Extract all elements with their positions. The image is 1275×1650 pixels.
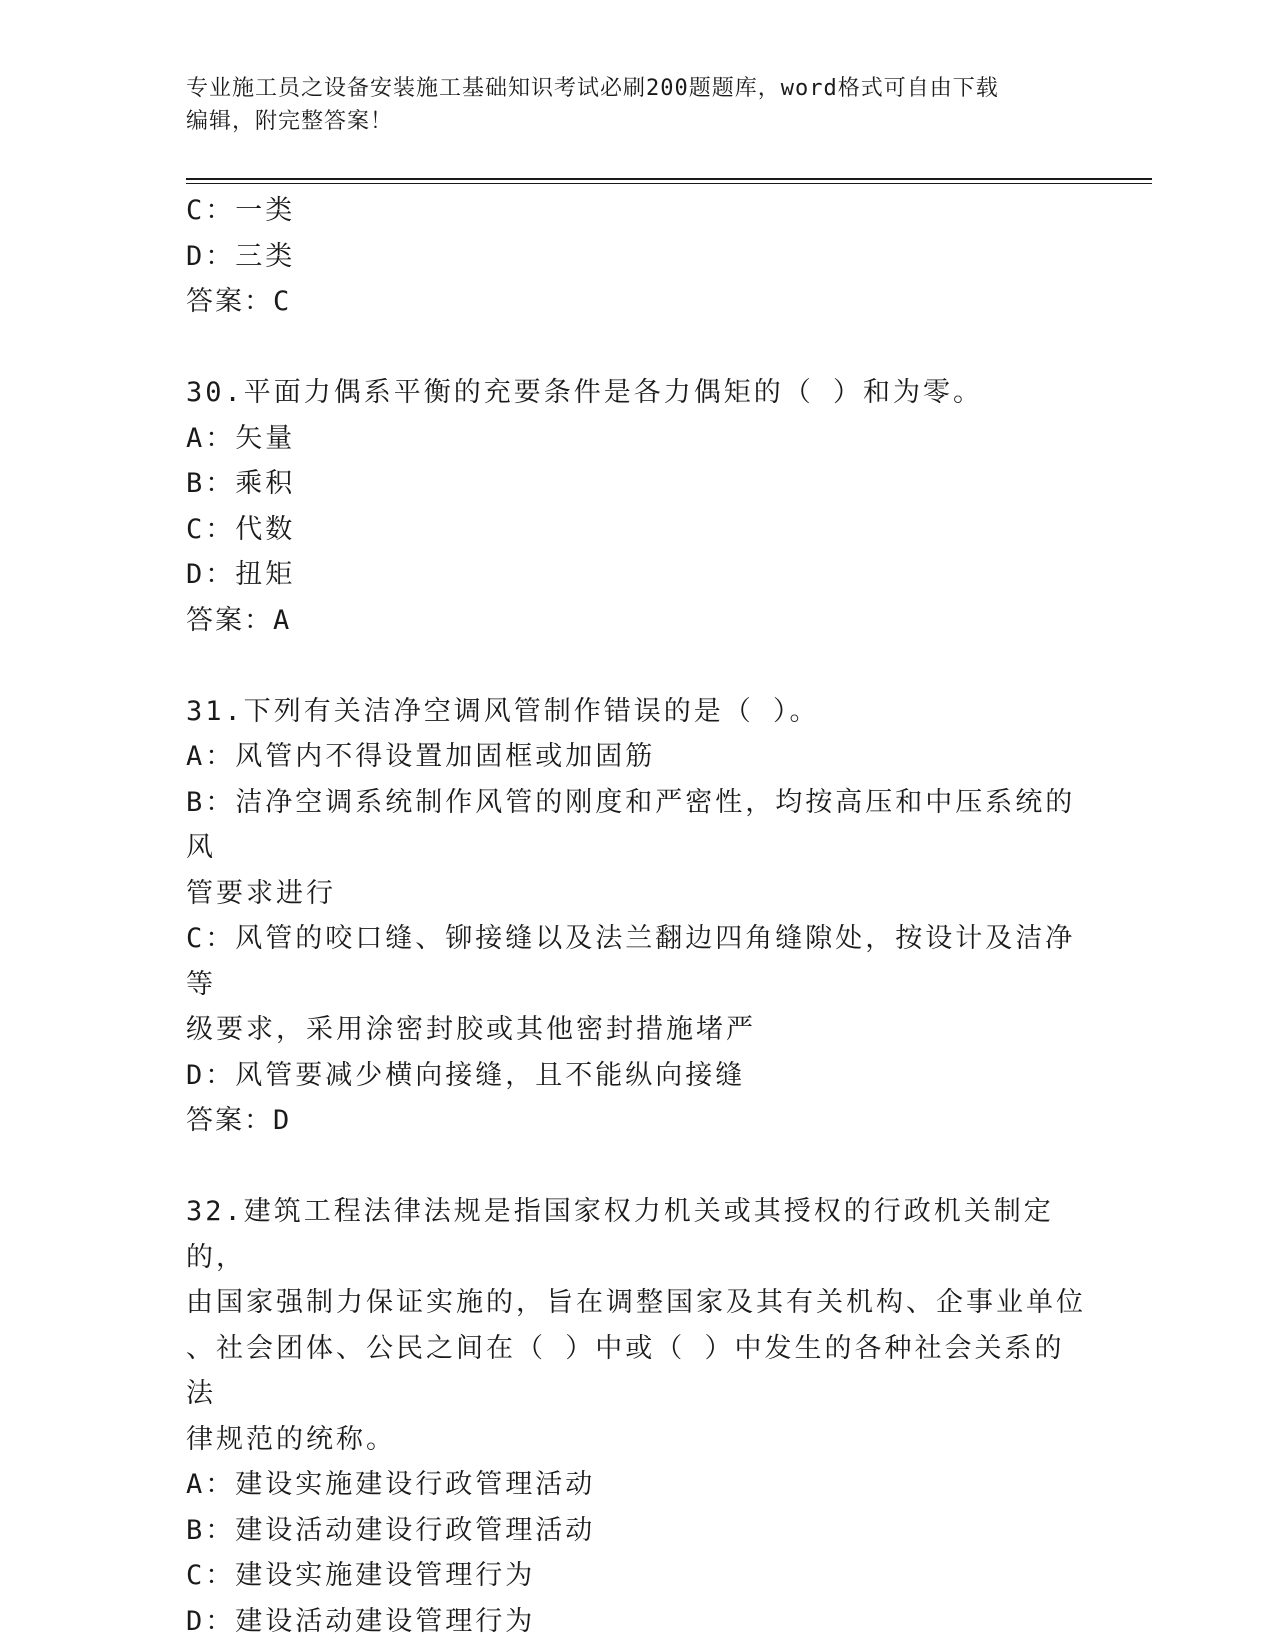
option-c-continued: 级要求，采用涂密封胶或其他密封措施堵严	[186, 1014, 756, 1045]
answer-line: 答案：A	[186, 604, 292, 636]
option-c: C：建设实施建设管理行为	[186, 1560, 536, 1591]
option-a: A：风管内不得设置加固框或加固筋	[186, 741, 656, 772]
spacer	[186, 643, 1086, 689]
question-stem: 30.平面力偶系平衡的充要条件是各力偶矩的（ ）和为零。	[186, 377, 984, 408]
option-a: A：建设实施建设行政管理活动	[186, 1469, 596, 1500]
header-divider-thin	[186, 183, 1152, 184]
answer-line: 答案：D	[186, 1105, 292, 1136]
option-b: B：乘积	[186, 468, 296, 499]
question-32	[186, 1189, 1086, 1644]
question-stem-continued: 律规范的统称。	[186, 1423, 396, 1455]
question-31	[186, 689, 1086, 1144]
answer-line: 答案：C	[186, 286, 292, 317]
option-c: C：一类	[186, 195, 296, 226]
question-list	[186, 188, 1086, 1644]
option-b: B：洁净空调系统制作风管的刚度和严密性，均按高压和中压系统的风	[186, 786, 1076, 863]
header-title-line1: 专业施工员之设备安装施工基础知识考试必刷200题题库，word格式可自由下载	[186, 76, 999, 101]
option-d: D：三类	[186, 240, 296, 272]
spacer	[186, 325, 1086, 371]
question-stem: 32.建筑工程法律法规是指国家权力机关或其授权的行政机关制定的，	[186, 1196, 1054, 1273]
header-title-line2: 编辑，附完整答案！	[186, 109, 394, 134]
option-d: D：风管要减少横向接缝，且不能纵向接缝	[186, 1059, 746, 1091]
header-divider-thick	[186, 178, 1152, 180]
question-30	[186, 370, 1086, 643]
question-stem: 31.下列有关洁净空调风管制作错误的是（ ）。	[186, 695, 820, 727]
option-c: C：代数	[186, 513, 296, 545]
option-d: D：建设活动建设管理行为	[186, 1605, 536, 1637]
option-d: D：扭矩	[186, 559, 296, 590]
question-29-tail	[186, 188, 1086, 325]
page-header	[186, 72, 1086, 138]
option-a: A：矢量	[186, 422, 296, 454]
spacer	[186, 1144, 1086, 1190]
option-b: B：建设活动建设行政管理活动	[186, 1514, 596, 1546]
option-b-continued: 管要求进行	[186, 877, 336, 909]
question-stem-continued: 由国家强制力保证实施的，旨在调整国家及其有关机构、企事业单位	[186, 1287, 1086, 1318]
option-c: C：风管的咬口缝、铆接缝以及法兰翻边四角缝隙处，按设计及洁净等	[186, 923, 1076, 1000]
question-stem-continued: 、社会团体、公民之间在（ ）中或（ ）中发生的各种社会关系的法	[186, 1332, 1065, 1409]
